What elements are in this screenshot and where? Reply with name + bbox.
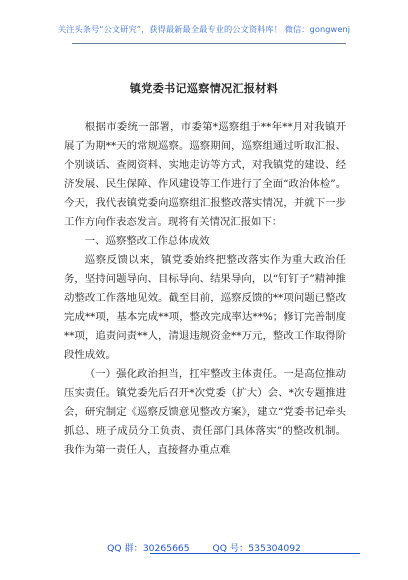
promo-header: 关注头条号“公文研究”，获得最新最全最专业的公文资料库！ 微信：gongwenj — [57, 24, 351, 34]
header-divider — [72, 43, 346, 44]
body-paragraph: 巡察反馈以来，镇党委始终把整改落实作为重大政治任务，坚持问题导向、目标导向、结果导向，以“钉钉子”精神推动整改工作落地见效。截至目前，巡察反馈的**项问题已整改完成**项，基本完成**项，整改完成率达**%；修订完善制度**项，追责问责**人，清退违规资金**万元，整改工作取得阶段性成效。 — [64, 254, 346, 361]
contact-footer — [0, 540, 408, 554]
intro-paragraph: 根据市委统一部署，市委第*巡察组于**年**月对我镇开展了为期**天的常规巡察。巡察期间，巡察组通过听取汇报、个别谈话、查阅资料、实地走访等方式，对我镇党的建设、经济发展、民生保障、作风建设等工作进行了全面“政治体检”。今天，我代表镇党委向巡察组汇报整改落实情况，并就下一步工作方向作表态发言。现将有关情况汇报如下： — [64, 121, 346, 228]
body-paragraph: （一）强化政治担当，扛牢整改主体责任。一是高位推动压实责任。镇党委先后召开*次党委（扩大）会、*次专题推进会，研究制定《巡察反馈意见整改方案》，建立“党委书记牵头抓总、班子成员分工负责、责任部门具体落实”的整改机制。我作为第一责任人，直接督办重点难 — [64, 368, 346, 456]
qq-number: QQ 号：535304092 — [212, 543, 301, 554]
footer-underline — [150, 553, 360, 554]
document-body — [64, 118, 346, 460]
document-title: 镇党委书记巡察情况汇报材料 — [129, 82, 279, 95]
section-heading: 一、巡察整改工作总体成效 — [84, 235, 210, 247]
qq-group-number: QQ 群：30265665 — [107, 543, 190, 554]
